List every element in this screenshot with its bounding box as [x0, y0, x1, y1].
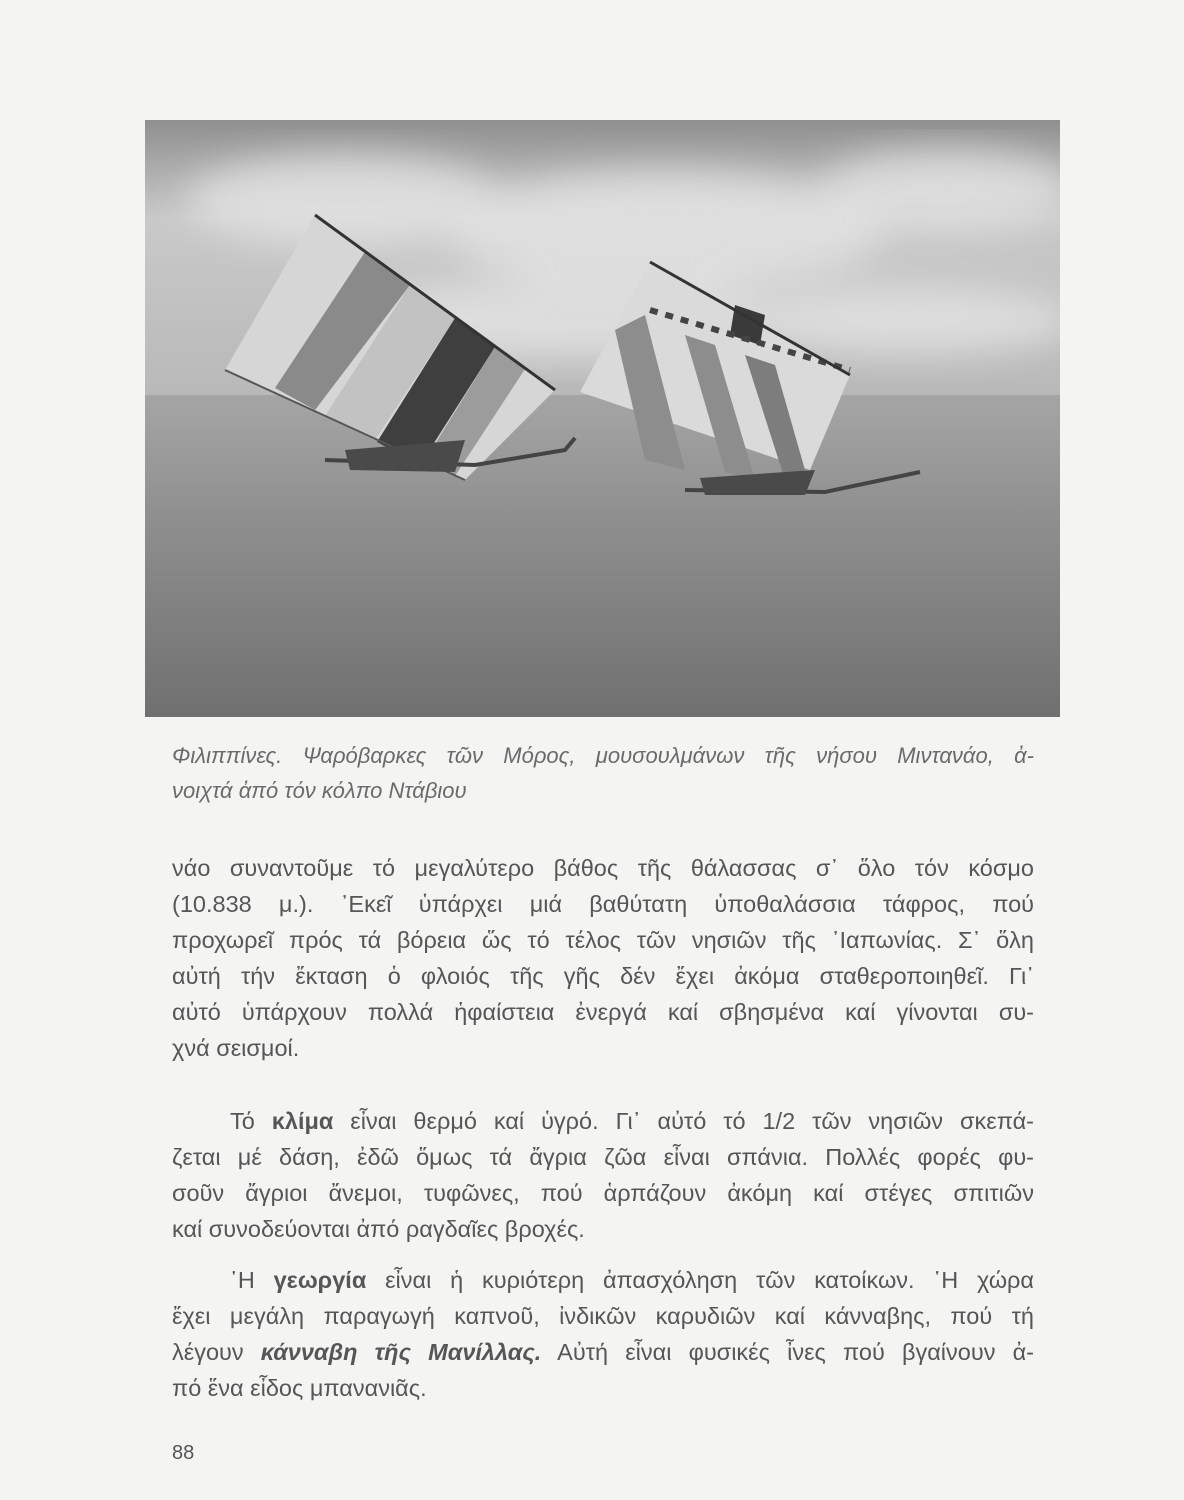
photo-moro-sailboats	[145, 120, 1060, 717]
text-segment: Τό	[230, 1108, 272, 1134]
photo-caption	[172, 738, 1034, 808]
text-segment: νάο συναντοῦμε τό μεγαλύτερο βάθος τῆς θάλασσας σ᾽ ὅλο τόν κόσμο	[172, 855, 1034, 881]
text-segment: εἶναι θερμό καί ὑγρό. Γι᾽ αὐτό τό 1/2 τῶν νησιῶν σκεπά-	[333, 1108, 1034, 1134]
text-segment: πό ἕνα εἶδος μπανανιᾶς.	[172, 1375, 427, 1401]
text-segment: σοῦν ἄγριοι ἄνεμοι, τυφῶνες, πού ἁρπάζουν ἀκόμη καί στέγες σπιτιῶν	[172, 1180, 1034, 1206]
paragraph-agriculture	[172, 1262, 1034, 1406]
text-line	[172, 1030, 1034, 1066]
text-line	[172, 1211, 1034, 1247]
text-line	[172, 850, 1034, 886]
text-line	[172, 958, 1034, 994]
text-line	[172, 1334, 1034, 1370]
text-line	[172, 1298, 1034, 1334]
text-segment: προχωρεῖ πρός τά βόρεια ὥς τό τέλος τῶν νησιῶν τῆς ᾽Ιαπωνίας. Σ᾽ ὅλη	[172, 927, 1034, 953]
text-segment: (10.838 μ.). ᾽Εκεῖ ὑπάρχει μιά βαθύτατη ὑποθαλάσσια τάφρος, πού	[172, 891, 1034, 917]
text-segment: καί συνοδεύονται ἀπό ραγδαῖες βροχές.	[172, 1216, 585, 1242]
emphasized-term: κλίμα	[271, 1108, 334, 1134]
emphasized-term: γεωργία	[273, 1267, 367, 1293]
text-segment: αὐτό ὑπάρχουν πολλά ἡφαίστεια ἐνεργά καί σβησμένα καί γίνονται συ-	[172, 999, 1034, 1025]
caption-line: Φιλιππίνες. Ψαρόβαρκες τῶν Μόρος, μουσουλμάνων τῆς νήσου Μιντανάο, ἀ-	[172, 743, 1034, 768]
text-line	[172, 1262, 1034, 1298]
page-number: 88	[172, 1442, 195, 1464]
text-segment: λέγουν	[172, 1339, 261, 1365]
text-segment: Αὐτή εἶναι φυσικές ἶνες πού βγαίνουν ἀ-	[541, 1339, 1034, 1365]
paragraph-climate	[172, 1103, 1034, 1247]
text-line	[172, 1175, 1034, 1211]
text-line	[172, 1139, 1034, 1175]
text-line	[172, 1103, 1034, 1139]
text-segment: ῾Η	[230, 1267, 274, 1293]
text-line	[172, 1370, 1034, 1406]
text-line	[172, 994, 1034, 1030]
text-line	[172, 886, 1034, 922]
emphasized-term: κάνναβη τῆς Μανίλλας.	[260, 1339, 542, 1365]
text-segment: χνά σεισμοί.	[172, 1035, 300, 1061]
text-segment: αὐτή τήν ἔκταση ὁ φλοιός τῆς γῆς δέν ἔχει ἀκόμα σταθεροποιηθεῖ. Γι᾽	[172, 963, 1034, 989]
text-segment: ζεται μέ δάση, ἐδῶ ὅμως τά ἄγρια ζῶα εἶναι σπάνια. Πολλές φορές φυ-	[172, 1144, 1034, 1170]
text-line	[172, 922, 1034, 958]
paragraph-geology	[172, 850, 1034, 1066]
caption-line: νοιχτά ἀπό τόν κόλπο Ντάβιου	[172, 778, 467, 803]
text-segment: εἶναι ἡ κυριότερη ἀπασχόληση τῶν κατοίκων. ῾Η χώρα	[366, 1267, 1034, 1293]
text-segment: ἔχει μεγάλη παραγωγή καπνοῦ, ἰνδικῶν καρυδιῶν καί κάνναβης, πού τή	[172, 1303, 1034, 1329]
